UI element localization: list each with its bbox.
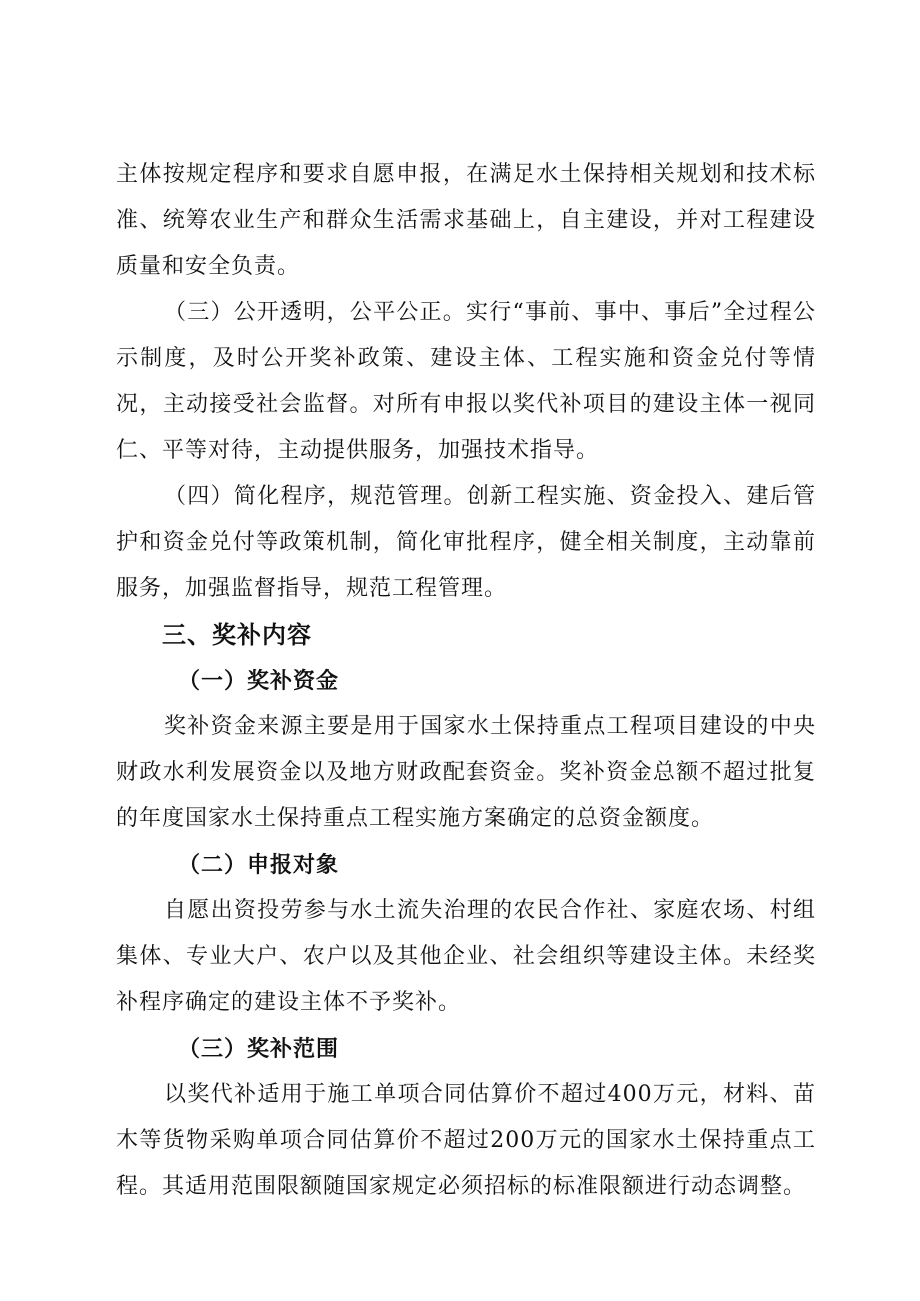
subsection-title-scope: （三）奖补范围 bbox=[178, 1036, 340, 1062]
subsection-body-scope: 以奖代补适用于施工单项合同估算价不超过400万元，材料、苗木等货物采购单项合同估算价不超过200万元的国家水土保持重点工程。其适用范围限额随国家规定必须招标的标准限额进行动态调整。 bbox=[116, 1082, 816, 1199]
paragraph-continuation: 主体按规定程序和要求自愿申报，在满足水土保持相关规划和技术标准、统筹农业生产和群众生活需求基础上，自主建设，并对工程建设质量和安全负责。 bbox=[116, 162, 816, 279]
paragraph-principle-3: （三）公开透明，公平公正。实行“事前、事中、事后”全过程公示制度，及时公开奖补政策、建设主体、工程实施和资金兑付等情况，主动接受社会监督。对所有申报以奖代补项目的建设主体一视同仁、平等对待，主动提供服务，加强技术指导。 bbox=[116, 300, 816, 463]
subsection-title-applicants: （二）申报对象 bbox=[178, 852, 340, 878]
document-body bbox=[116, 152, 816, 1210]
subsection-title-funds: （一）奖补资金 bbox=[178, 668, 340, 694]
subsection-body-funds: 奖补资金来源主要是用于国家水土保持重点工程项目建设的中央财政水利发展资金以及地方财政配套资金。奖补资金总额不超过批复的年度国家水土保持重点工程实施方案确定的总资金额度。 bbox=[116, 714, 816, 831]
subsection-body-applicants: 自愿出资投劳参与水土流失治理的农民合作社、家庭农场、村组集体、专业大户、农户以及其他企业、社会组织等建设主体。未经奖补程序确定的建设主体不予奖补。 bbox=[116, 898, 816, 1015]
section-heading: 三、奖补内容 bbox=[162, 621, 312, 649]
paragraph-principle-4: （四）简化程序，规范管理。创新工程实施、资金投入、建后管护和资金兑付等政策机制，简化审批程序，健全相关制度，主动靠前服务，加强监督指导，规范工程管理。 bbox=[116, 484, 816, 601]
